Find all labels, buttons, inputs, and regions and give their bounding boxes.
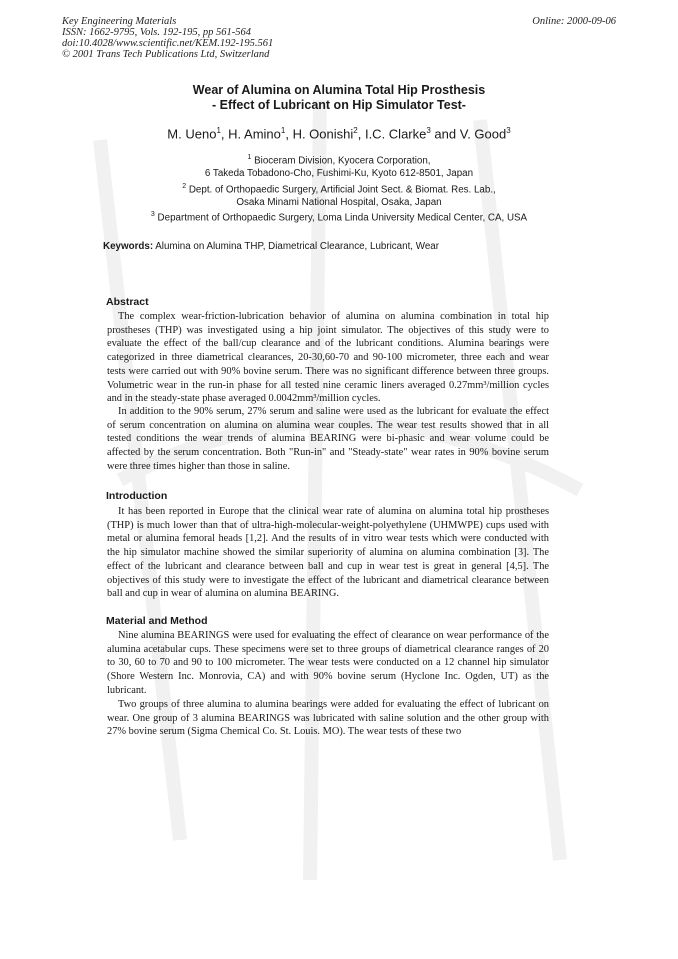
method-paragraph-1: Nine alumina BEARINGS were used for evaluating the effect of clearance on wear performance of the alumina acetabular cups. These specimens were set to three groups of diametrical clearance ranges of 20 to 30, 60 to 70 and 90 to 100 micrometer. The wear tests were conducted on a 12 channel hip simulator (Shore Western Inc. Monrovia, CA) and with 90% bovine serum (Hyclone Inc. Ogden, UT) as the lubricant. (107, 630, 549, 696)
online-date: Online: 2000-09-06 (532, 16, 616, 27)
copyright-line: © 2001 Trans Tech Publications Ltd, Switzerland (62, 49, 270, 60)
affiliation-number: 3 (150, 211, 155, 218)
method-paragraph-2: Two groups of three alumina to alumina bearings were added for evaluating the effect of lubricant on wear. One group of 3 alumina BEARINGS was lubricated with saline solution and the other group with 27% bovine serum (Sigma Chemical Co. St. Louis. MO). The wear tests of these two (107, 699, 549, 738)
author-affiliation-mark: 2 (353, 126, 358, 135)
author: H. Amino (228, 126, 281, 142)
affiliation-number: 1 (247, 154, 252, 161)
affiliation-line: Department of Orthopaedic Surgery, Loma Linda University Medical Center, CA, USA (157, 212, 528, 224)
affiliation-line: 6 Takeda Tobadono-Cho, Fushimi-Ku, Kyoto 612-8501, Japan (204, 168, 474, 180)
introduction-paragraph: It has been reported in Europe that the clinical wear rate of alumina on alumina total hip prostheses (THP) is much lower than that of ultra-high-molecular-weight-polyethylene (UHMWPE) cups used with metal or alumina femoral heads [1,2]. And the results of in vitro wear tests which were conducted with the hip simulator machine showed the similar superiority of alumina on alumina combination [3]. The effect of the lubricant and clearance between ball and cup in wear test is great in general [4,5]. The objectives of this study were to investigate the effect of the lubricant and diametrical clearance between ball and cup in wear of alumina on alumina BEARING. (107, 506, 549, 600)
author-separator: , (357, 126, 365, 142)
author: I.C. Clarke (364, 126, 427, 142)
abstract-paragraph-1: The complex wear-friction-lubrication behavior of alumina on alumina combination in total hip prostheses (THP) was investigated using a hip joint simulator. The objectives of this study were to evaluate the effect of the ball/cup clearance and of the lubricant conditions. Alumina bearings were categorized in three diametrical clearances, 20-30,60-70 and 90-100 micrometer, three each and wear tests were carried out with 90% bovine serum. There was no significant difference between three groups. Volumetric wear in the run-in phase for all tested nine ceramic liners averaged 0.27mm³/million cycles and in the steady-state phase averaged 0.0042mm³/million cycles. (107, 311, 549, 405)
title-line-1: Wear of Alumina on Alumina Total Hip Prosthesis (192, 83, 486, 97)
keywords-text: Alumina on Alumina THP, Diametrical Clearance, Lubricant, Wear (153, 241, 439, 252)
abstract-paragraph-2: In addition to the 90% serum, 27% serum and saline were used as the lubricant for evaluate the effect of serum concentration on alumina on alumina wear couples. The wear test results showed that in all tested conditions the wear trends of alumina BEARING were bi-phasic and wear volume could be affected by the serum concentration. Both "Run-in" and "Steady-state" wear rates in 90% bovine serum were three times higher than those in saline. (107, 406, 549, 472)
author-list (0, 126, 678, 141)
author-separator: and (430, 126, 460, 142)
author-affiliation-mark: 3 (426, 126, 431, 135)
author-affiliation-mark: 3 (506, 126, 511, 135)
author: V. Good (459, 126, 507, 142)
author: H. Oonishi (292, 126, 354, 142)
affiliation-line: Bioceram Division, Kyocera Corporation, (254, 155, 431, 167)
title-line-2: - Effect of Lubricant on Hip Simulator Test- (212, 98, 466, 112)
affiliation-number: 2 (182, 183, 187, 190)
affiliation-3 (0, 208, 678, 224)
affiliation-line: Osaka Minami National Hospital, Osaka, Japan (236, 197, 442, 209)
journal-name: Key Engineering Materials (62, 16, 177, 27)
keywords-line (103, 241, 439, 252)
journal-header (62, 16, 273, 60)
author: M. Ueno (167, 126, 217, 142)
author-affiliation-mark: 1 (280, 126, 286, 135)
paper-title (0, 83, 678, 113)
abstract-heading: Abstract (106, 296, 149, 308)
author-separator: , (220, 126, 229, 142)
author-affiliation-mark: 1 (216, 126, 221, 135)
introduction-heading: Introduction (106, 490, 168, 502)
keywords-label: Keywords: (103, 241, 154, 252)
author-separator: , (285, 126, 293, 142)
affiliation-2 (0, 180, 678, 209)
affiliation-line: Dept. of Orthopaedic Surgery, Artificial Joint Sect. & Biomat. Res. Lab., (188, 184, 496, 196)
doi-line: doi:10.4028/www.scientific.net/KEM.192-195.561 (62, 38, 274, 49)
affiliation-1 (0, 151, 678, 180)
issn-line: ISSN: 1662-9795, Vols. 192-195, pp 561-564 (62, 27, 251, 38)
method-heading: Material and Method (106, 615, 208, 627)
